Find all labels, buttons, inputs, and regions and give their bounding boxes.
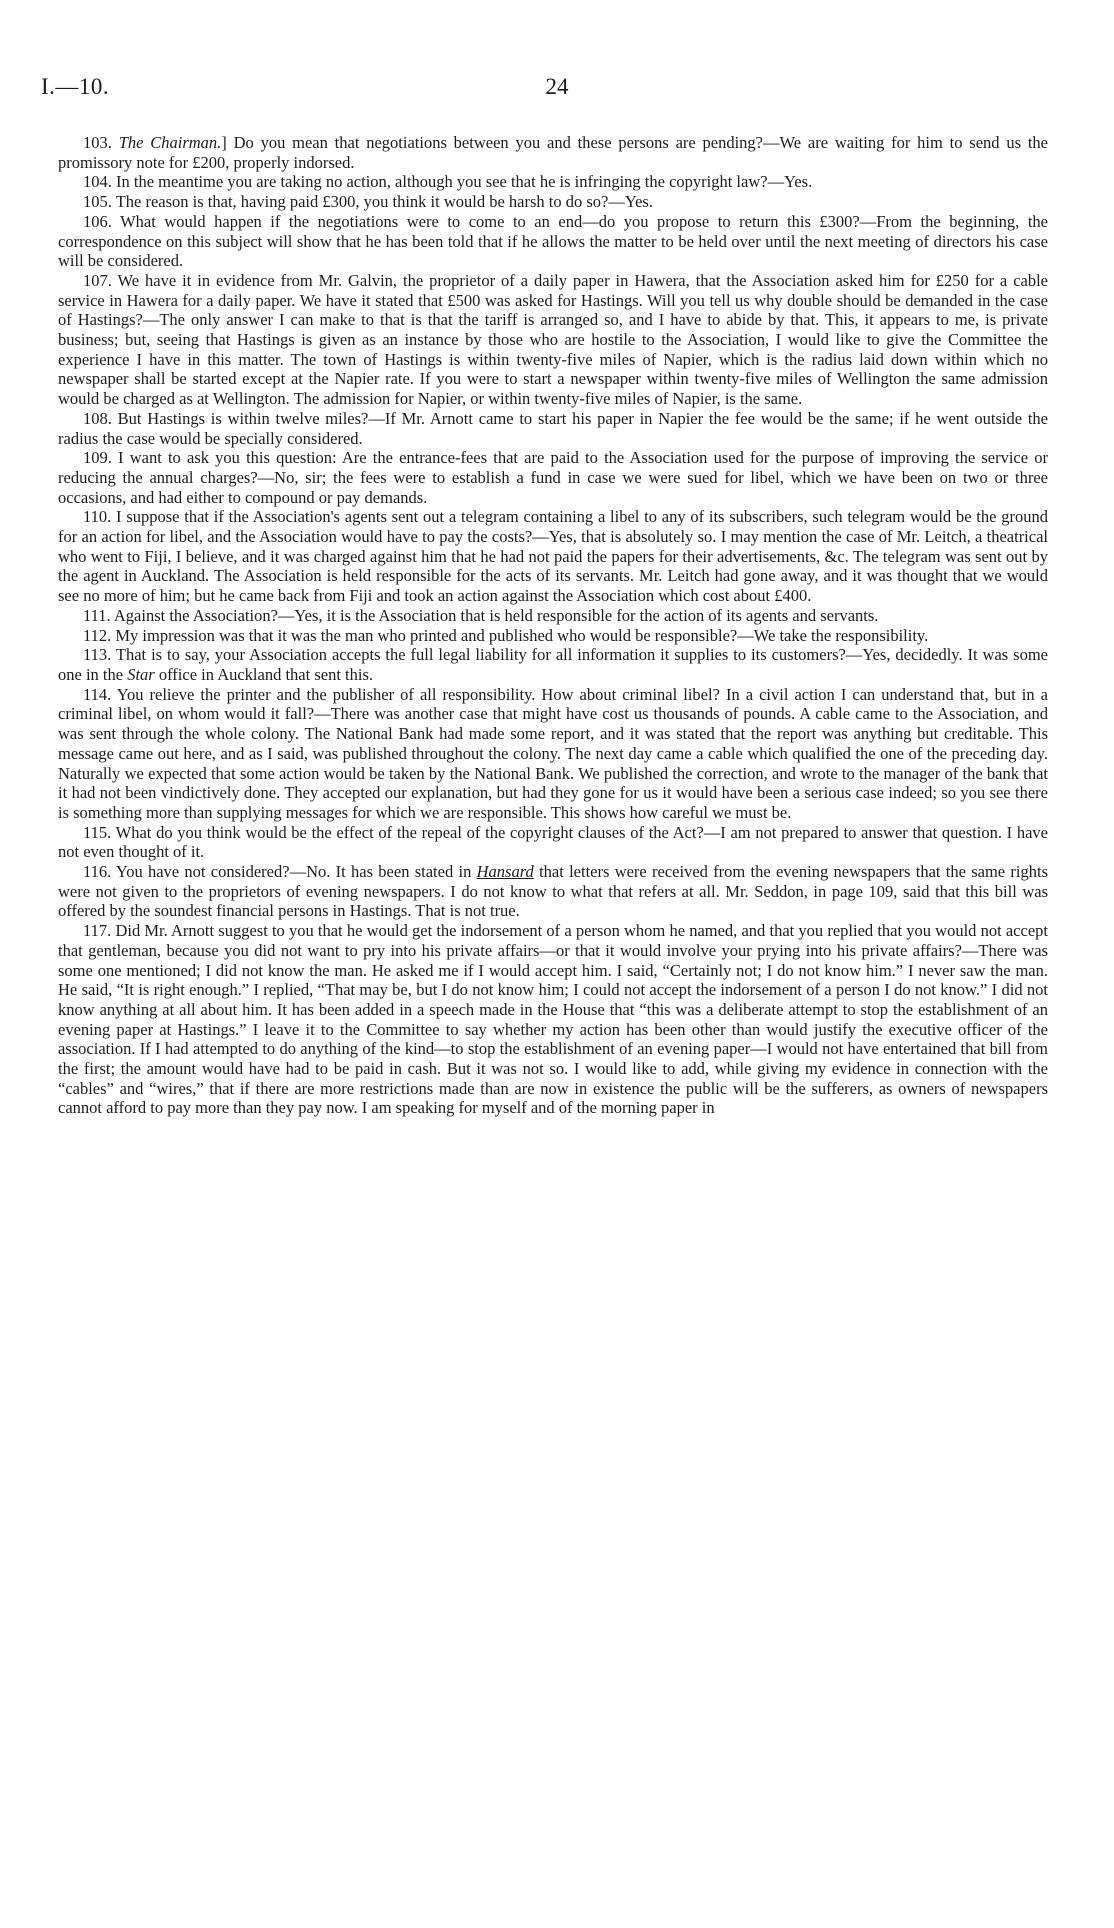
paragraph-103-text: ] Do you mean that negotiations between you and these persons are pending?—We are waiting for him to send us the promissory note for £200, properly indorsed.	[58, 133, 1048, 172]
page-number: 24	[545, 74, 569, 99]
paragraph-116-lead: 116. You have not considered?—No. It has been stated in	[83, 862, 477, 882]
paragraph-115: 115. What do you think would be the effect of the repeal of the copyright clauses of the Act?—I am not prepared to answer that question. I have not even thought of it.	[58, 822, 1048, 862]
paragraph-111: 111. Against the Association?—Yes, it is the Association that is held responsible for the action of its agents and servants.	[83, 605, 879, 625]
paragraph-113-lead: 113. That is to say, your Association accepts the full legal liability for all information it supplies to its customers?—Yes, decidedly. It was some one in the	[58, 645, 1048, 684]
paragraph-108: 108. But Hastings is within twelve miles?—If Mr. Arnott came to start his paper in Napier the fee would be the same; if he went outside the radius the case would be specially considered.	[58, 408, 1048, 448]
paragraph-117: 117. Did Mr. Arnott suggest to you that he would get the indorsement of a person whom he named, and that you replied that you would not accept that gentleman, because you did not want to pry into his private affairs—or that it would involve your prying into his private affairs?—There was some one mentioned; I did not know the man. He asked me if I would accept him. I said, “Certainly not; I do not know him.” I never saw the man. He said, “It is right enough.” I replied, “That may be, but I do not know him; I could not accept the indorsement of a person I do not know.” I did not know anything at all about him. It has been added in a speech made in the House that “this was a deliberate attempt to stop the establishment of an evening paper at Hastings.” I leave it to the Committee to say whether my action has been other than would justify the executive officer of the association. If I had attempted to do anything of the kind—to stop the establishment of an evening paper—I would not have entertained that bill from the first; the amount would have had to be paid in cash. But it was not so. I would like to add, while giving my evidence in connection with the “cables” and “wires,” that if there are more restrictions made than are now in existence the public will be the sufferers, as owners of newspapers cannot afford to pay more than they pay now. I am speaking for myself and of the morning paper in	[58, 921, 1048, 1118]
star-title: Star	[127, 664, 155, 684]
paragraph-113	[58, 645, 1048, 684]
paragraph-106: 106. What would happen if the negotiations were to come to an end—do you propose to return this £300?—From the beginning, the correspondence on this subject will show that he has been told that if he allows the matter to be held over until the next meeting of directors his case will be considered.	[58, 211, 1048, 271]
paragraph-107: 107. We have it in evidence from Mr. Galvin, the proprietor of a daily paper in Hawera, that the Association asked him for £250 for a cable service in Hawera for a daily paper. We have it stated that £500 was asked for Hastings. Will you tell us why double should be demanded in the case of Hastings?—The only answer I can make to that is that the tariff is arranged so, and I have to abide by that. This, it appears to me, is private business; but, seeing that Hastings is given as an instance by those who are hostile to the Association, I would like to give the Committee the experience I have in this matter. The town of Hastings is within twenty-five miles of Napier, which is the radius laid down within which no newspaper shall be started except at the Napier rate. If you were to start a newspaper within twenty-five miles of Wellington the same admission would be charged as at Wellington. The admission for Napier, or within twenty-five miles of Napier, is the same.	[58, 270, 1048, 409]
page-body	[58, 133, 1048, 1118]
chairman-label: The Chairman.	[118, 133, 222, 152]
paragraph-110: 110. I suppose that if the Association's agents sent out a telegram containing a libel to any of its subscribers, such telegram would be the ground for an action for libel, and the Association would have to pay the costs?—Yes, that is absolutely so. I may mention the case of Mr. Leitch, a theatrical who went to Fiji, I believe, and it was charged against him that he had not paid the papers for their advertisements, &c. The telegram was sent out by the agent in Auckland. The Association is held responsible for the acts of its servants. Mr. Leitch had gone away, and it was thought that we would see no more of him; but he came back from Fiji and took an action against the Association which cost about £400.	[58, 507, 1048, 606]
paragraph-116	[58, 862, 1048, 921]
page-header	[0, 0, 1114, 120]
paragraph-103-number: 103.	[83, 133, 119, 152]
hansard-title: Hansard	[476, 862, 534, 882]
paragraph-114: 114. You relieve the printer and the publisher of all responsibility. How about criminal libel? In a civil action I can understand that, but in a criminal libel, on whom would it fall?—There was another case that might have cost us thousands of pounds. A cable came to the Association, and was sent through the whole colony. The National Bank had made some report, and it was stated that the report was anything but creditable. This message came out here, and as I said, was published throughout the colony. The next day came a cable which qualified the one of the preceding day. Naturally we expected that some action would be taken by the National Bank. We published the correction, and wrote to the manager of the bank that it had not been vindictively done. They accepted our explanation, but had they gone for us it would have been a serious case indeed; so you see there is something more than supplying messages for which we are responsible. This shows how careful we must be.	[58, 684, 1048, 822]
paragraph-112: 112. My impression was that it was the man who printed and published who would be responsible?—We take the responsibility.	[83, 625, 929, 645]
paragraph-113-text: office in Auckland that sent this.	[154, 664, 373, 684]
document-reference: I.—10.	[41, 74, 110, 99]
paragraph-105: 105. The reason is that, having paid £300, you think it would be harsh to do so?—Yes.	[83, 192, 653, 212]
paragraph-103	[58, 133, 1048, 172]
paragraph-109: 109. I want to ask you this question: Are the entrance-fees that are paid to the Association used for the purpose of improving the service or reducing the annual charges?—No, sir; the fees were to establish a fund in case we were sued for libel, which we have been on two or three occasions, and had either to compound or pay demands.	[58, 448, 1048, 507]
paragraph-104: 104. In the meantime you are taking no action, although you see that he is infringing the copyright law?—Yes.	[83, 172, 813, 192]
paragraph-116-text: that letters were received from the evening newspapers that the same rights were not given to the proprietors of evening newspapers. I do not know to what that refers at all. Mr. Seddon, in page 109, said that this bill was offered by the soundest financial persons in Hastings. That is not true.	[58, 862, 1048, 921]
